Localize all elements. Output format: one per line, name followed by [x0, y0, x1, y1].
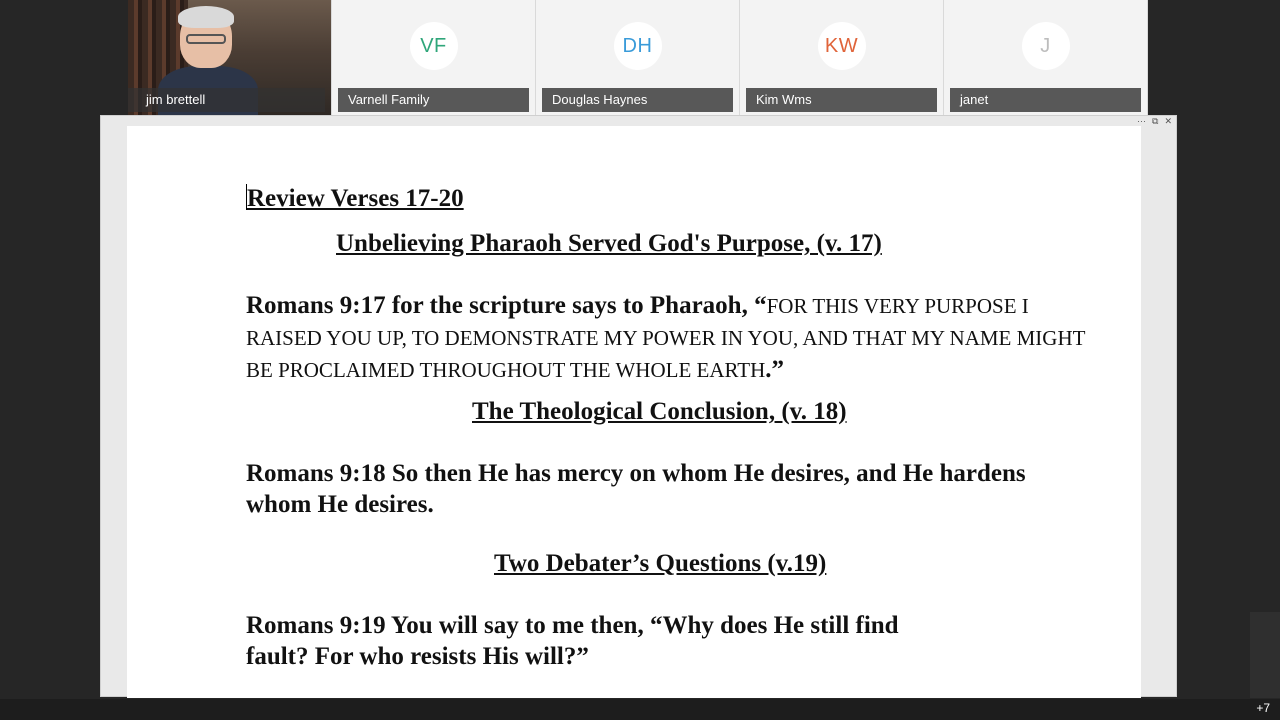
verse-19: [246, 610, 1086, 672]
participant-name: Kim Wms: [746, 88, 937, 112]
participant-name: jim brettell: [128, 88, 325, 112]
heading-v19: Two Debater’s Questions (v.19): [494, 550, 827, 577]
participant-tile[interactable]: [944, 0, 1148, 116]
verse-17-end: .”: [765, 356, 785, 383]
side-panel-handle[interactable]: [1250, 612, 1280, 698]
more-participants-count[interactable]: +7: [1256, 701, 1270, 715]
window-controls: [1137, 116, 1172, 126]
popout-icon[interactable]: ⧉: [1152, 116, 1159, 126]
close-icon[interactable]: ✕: [1164, 116, 1172, 126]
verse-18: Romans 9:18 So then He has mercy on whom He desires, and He hardens whom He desires.: [246, 460, 1026, 518]
participant-tile-video[interactable]: [128, 0, 332, 116]
heading-v18: The Theological Conclusion, (v. 18): [472, 398, 847, 425]
participant-tile[interactable]: [740, 0, 944, 116]
avatar: VF: [410, 22, 458, 70]
avatar: J: [1022, 22, 1070, 70]
bottom-bar: [0, 699, 1280, 720]
participant-tile[interactable]: [536, 0, 740, 116]
heading-v17: Unbelieving Pharaoh Served God's Purpose, (v. 17): [336, 230, 882, 257]
heading-review: Review Verses 17-20: [247, 185, 464, 212]
shared-screen-window: [100, 115, 1177, 697]
verse-17-intro: Romans 9:17 for the scripture says to Pharaoh, “: [246, 292, 767, 319]
document-page: [127, 126, 1141, 698]
avatar: DH: [614, 22, 662, 70]
participant-glasses: [186, 34, 226, 44]
participant-name: janet: [950, 88, 1141, 112]
verse-17-quote: FOR THIS VERY PURPOSE I RAISED YOU UP, TO DEMONSTRATE MY POWER IN YOU, AND THAT MY NAME MIGHT BE PROCLAIMED THROUGHOUT THE WHOLE EARTH: [246, 294, 1086, 382]
participant-hair: [178, 6, 234, 28]
participant-strip: [128, 0, 1149, 116]
verse-19-line-1: Romans 9:19 You will say to me then, “Why does He still find: [246, 612, 899, 639]
verse-19-line-2: fault? For who resists His will?”: [246, 643, 589, 670]
avatar: KW: [818, 22, 866, 70]
verse-17: [246, 290, 1086, 386]
participant-name: Douglas Haynes: [542, 88, 733, 112]
more-options-icon[interactable]: ···: [1137, 116, 1147, 126]
participant-tile[interactable]: [332, 0, 536, 116]
participant-name: Varnell Family: [338, 88, 529, 112]
